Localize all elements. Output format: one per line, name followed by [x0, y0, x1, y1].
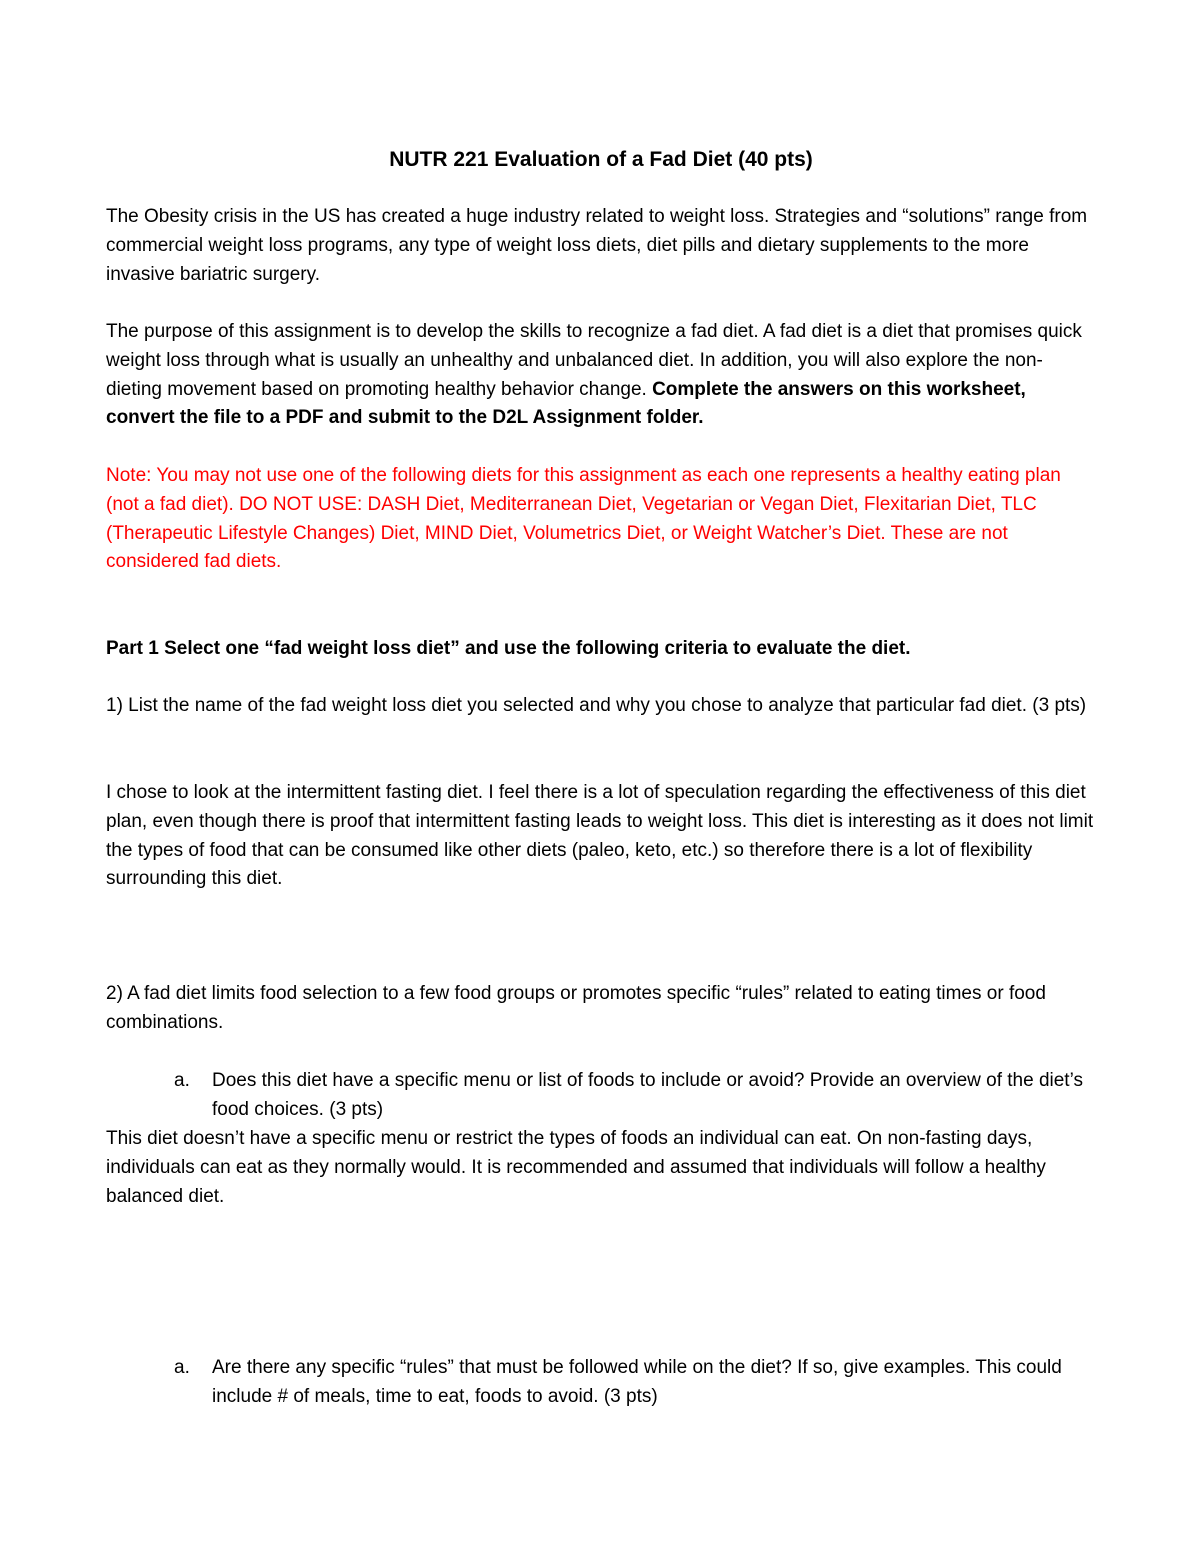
- purpose-text: The purpose of this assignment is to develop the skills to recognize a fad diet. A fad diet is a diet that promises quick weight loss through what is usually an unhealthy and unbalanced diet. In addition, you will also explore the non-dieting movement based on promoting healthy behavior change.: [106, 321, 1082, 400]
- document-page: [106, 0, 1096, 1553]
- document-title: NUTR 221 Evaluation of a Fad Diet (40 pts): [389, 148, 813, 171]
- question-2b: [174, 1354, 1096, 1412]
- part1-heading: Part 1 Select one “fad weight loss diet” and use the following criteria to evaluate the diet.: [106, 638, 911, 659]
- question-2a-text: Does this diet have a specific menu or list of foods to include or avoid? Provide an overview of the diet’s food choices. (3 pts): [212, 1070, 1083, 1120]
- answer-2a: This diet doesn’t have a specific menu or restrict the types of foods an individual can eat. On non-fasting days, individuals can eat as they normally would. It is recommended and assumed that individuals will follow a healthy balanced diet.: [106, 1128, 1046, 1207]
- question-2: 2) A fad diet limits food selection to a few food groups or promotes specific “rules” related to eating times or food combinations.: [106, 983, 1046, 1033]
- intro-paragraph: The Obesity crisis in the US has created a huge industry related to weight loss. Strategies and “solutions” range from commercial weight loss programs, any type of weight loss diets, diet pills and dietary supplements to the more invasive bariatric surgery.: [106, 206, 1088, 285]
- question-2a: [174, 1067, 1096, 1125]
- list-marker: a.: [174, 1070, 190, 1091]
- submission-instructions: Complete the answers on this worksheet, convert the file to a PDF and submit to the D2L Assignment folder.: [106, 378, 1026, 429]
- answer-1: I chose to look at the intermittent fasting diet. I feel there is a lot of speculation regarding the effectiveness of this diet plan, even though there is proof that intermittent fasting leads to weight loss. This diet is interesting as it does not limit the types of food that can be consumed like other diets (paleo, keto, etc.) so therefore there is a lot of flexibility surrounding this diet.: [106, 782, 1094, 890]
- list-marker: a.: [174, 1357, 190, 1378]
- purpose-paragraph: [106, 318, 1096, 433]
- question-2b-text: Are there any specific “rules” that must be followed while on the diet? If so, give examples. This could include # of meals, time to eat, foods to avoid. (3 pts): [212, 1357, 1062, 1407]
- question-1: 1) List the name of the fad weight loss diet you selected and why you chose to analyze that particular fad diet. (3 pts): [106, 695, 1087, 716]
- note-paragraph: Note: You may not use one of the following diets for this assignment as each one represents a healthy eating plan (not a fad diet). DO NOT USE: DASH Diet, Mediterranean Diet, Vegetarian or Vegan Diet, Flexitarian Diet, TLC (Therapeutic Lifestyle Changes) Diet, MIND Diet, Volumetrics Diet, or Weight Watcher’s Diet. These are not considered fad diets.: [106, 465, 1061, 573]
